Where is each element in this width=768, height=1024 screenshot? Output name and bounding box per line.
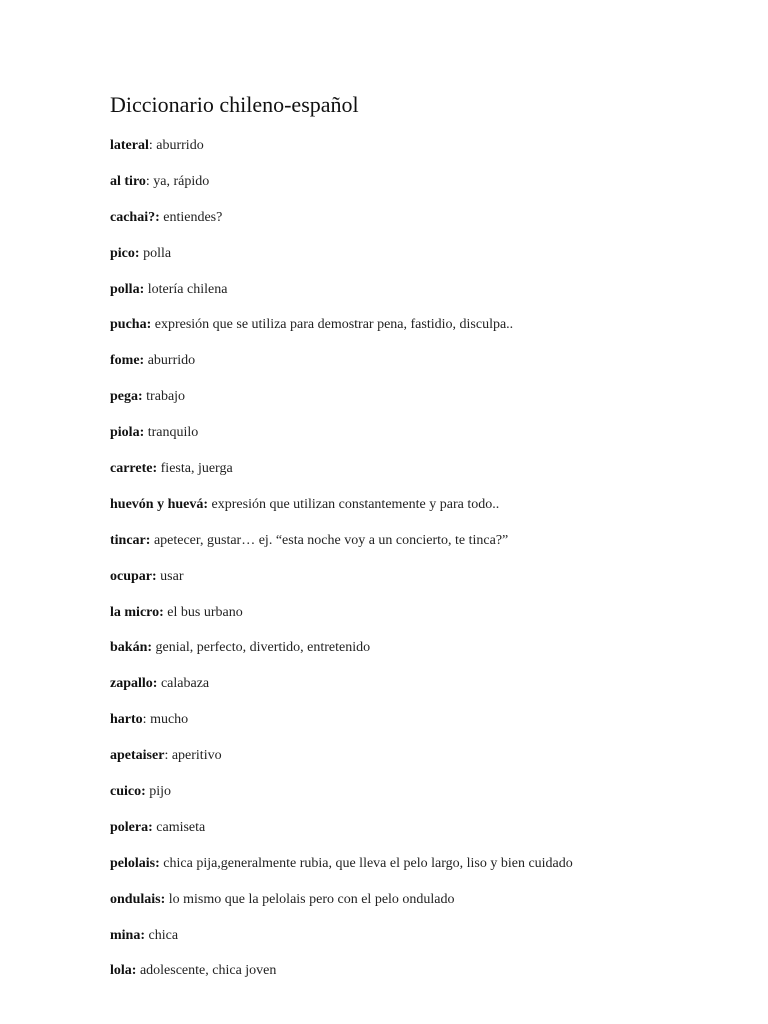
entry-term: fome:: [110, 353, 145, 369]
entry-term: cachai?:: [110, 209, 160, 225]
dictionary-entry: [110, 961, 730, 997]
dictionary-entry: [110, 459, 730, 495]
entry-term: pucha:: [110, 317, 152, 333]
dictionary-entry: [110, 423, 730, 459]
entry-separator: :: [164, 748, 172, 764]
entry-definition: el bus urbano: [167, 604, 243, 620]
dictionary-entry: [110, 710, 730, 746]
entry-definition: ya, rápido: [153, 173, 210, 189]
dictionary-entry: [110, 280, 730, 316]
entry-term: ondulais:: [110, 891, 166, 907]
entry-definition: expresión que utilizan constantemente y para todo..: [211, 496, 500, 512]
dictionary-entry: [110, 136, 730, 172]
entry-definition: aburrido: [156, 138, 204, 153]
entry-definition: expresión que se utiliza para demostrar pena, fastidio, disculpa..: [154, 317, 514, 333]
entry-term: apetaiser: [110, 748, 165, 764]
entry-term: la micro:: [110, 604, 164, 620]
entry-definition: entiendes?: [163, 209, 223, 225]
dictionary-entry: [110, 208, 730, 244]
entry-definition: trabajo: [146, 389, 186, 405]
dictionary-entry: [110, 926, 730, 962]
entry-term: al tiro: [110, 173, 146, 189]
entry-term: zapallo:: [110, 676, 158, 692]
dictionary-entry: [110, 638, 730, 674]
entry-definition: polla: [143, 245, 172, 261]
entry-definition: aperitivo: [171, 748, 222, 764]
entry-definition: camiseta: [156, 819, 206, 835]
entry-definition: chica pija,generalmente rubia, que lleva el pelo largo, liso y bien cuidado: [163, 855, 573, 871]
entry-separator: :: [145, 173, 154, 189]
dictionary-entry: [110, 782, 730, 818]
dictionary-entry: [110, 567, 730, 603]
dictionary-entry: [110, 351, 730, 387]
entry-term: lateral: [110, 138, 149, 153]
dictionary-list: [110, 136, 730, 997]
dictionary-entry: [110, 495, 730, 531]
entry-definition: lo mismo que la pelolais pero con el pelo ondulado: [168, 891, 455, 907]
entry-definition: usar: [160, 568, 184, 584]
entry-term: pega:: [110, 389, 143, 405]
entry-definition: lotería chilena: [147, 281, 228, 297]
entry-term: pelolais:: [110, 855, 160, 871]
entry-term: carrete:: [110, 461, 158, 477]
entry-term: pico:: [110, 245, 140, 261]
entry-definition: genial, perfecto, divertido, entretenido: [155, 640, 371, 656]
entry-definition: adolescente, chica joven: [139, 963, 277, 979]
entry-definition: pijo: [149, 784, 172, 800]
dictionary-entry: [110, 746, 730, 782]
dictionary-entry: [110, 531, 730, 567]
entry-term: lola:: [110, 963, 137, 979]
entry-definition: mucho: [150, 712, 189, 728]
entry-term: piola:: [110, 425, 145, 441]
entry-term: polera:: [110, 819, 153, 835]
entry-definition: chica: [148, 927, 179, 943]
entry-term: tincar:: [110, 532, 151, 548]
entry-definition: tranquilo: [147, 425, 199, 441]
dictionary-entry: [110, 818, 730, 854]
entry-definition: aburrido: [147, 353, 196, 369]
dictionary-entry: [110, 854, 730, 890]
dictionary-entry: [110, 674, 730, 710]
entry-term: bakán:: [110, 640, 153, 656]
dictionary-entry: [110, 244, 730, 280]
entry-term: huevón y huevá:: [110, 496, 209, 512]
dictionary-entry: [110, 315, 730, 351]
entry-term: mina:: [110, 927, 145, 943]
entry-definition: calabaza: [160, 676, 210, 692]
entry-separator: :: [148, 138, 157, 153]
entry-term: ocupar:: [110, 568, 157, 584]
entry-term: cuico:: [110, 784, 146, 800]
dictionary-entry: [110, 890, 730, 926]
entry-term: harto: [110, 712, 143, 728]
page-title: Diccionario chileno-español: [110, 92, 359, 117]
entry-definition: fiesta, juerga: [160, 461, 233, 477]
dictionary-entry: [110, 172, 730, 208]
entry-separator: :: [142, 712, 151, 728]
entry-term: polla:: [110, 281, 145, 297]
dictionary-entry: [110, 387, 730, 423]
dictionary-entry: [110, 603, 730, 639]
entry-definition: apetecer, gustar… ej. “esta noche voy a un concierto, te tinca?”: [153, 532, 509, 548]
